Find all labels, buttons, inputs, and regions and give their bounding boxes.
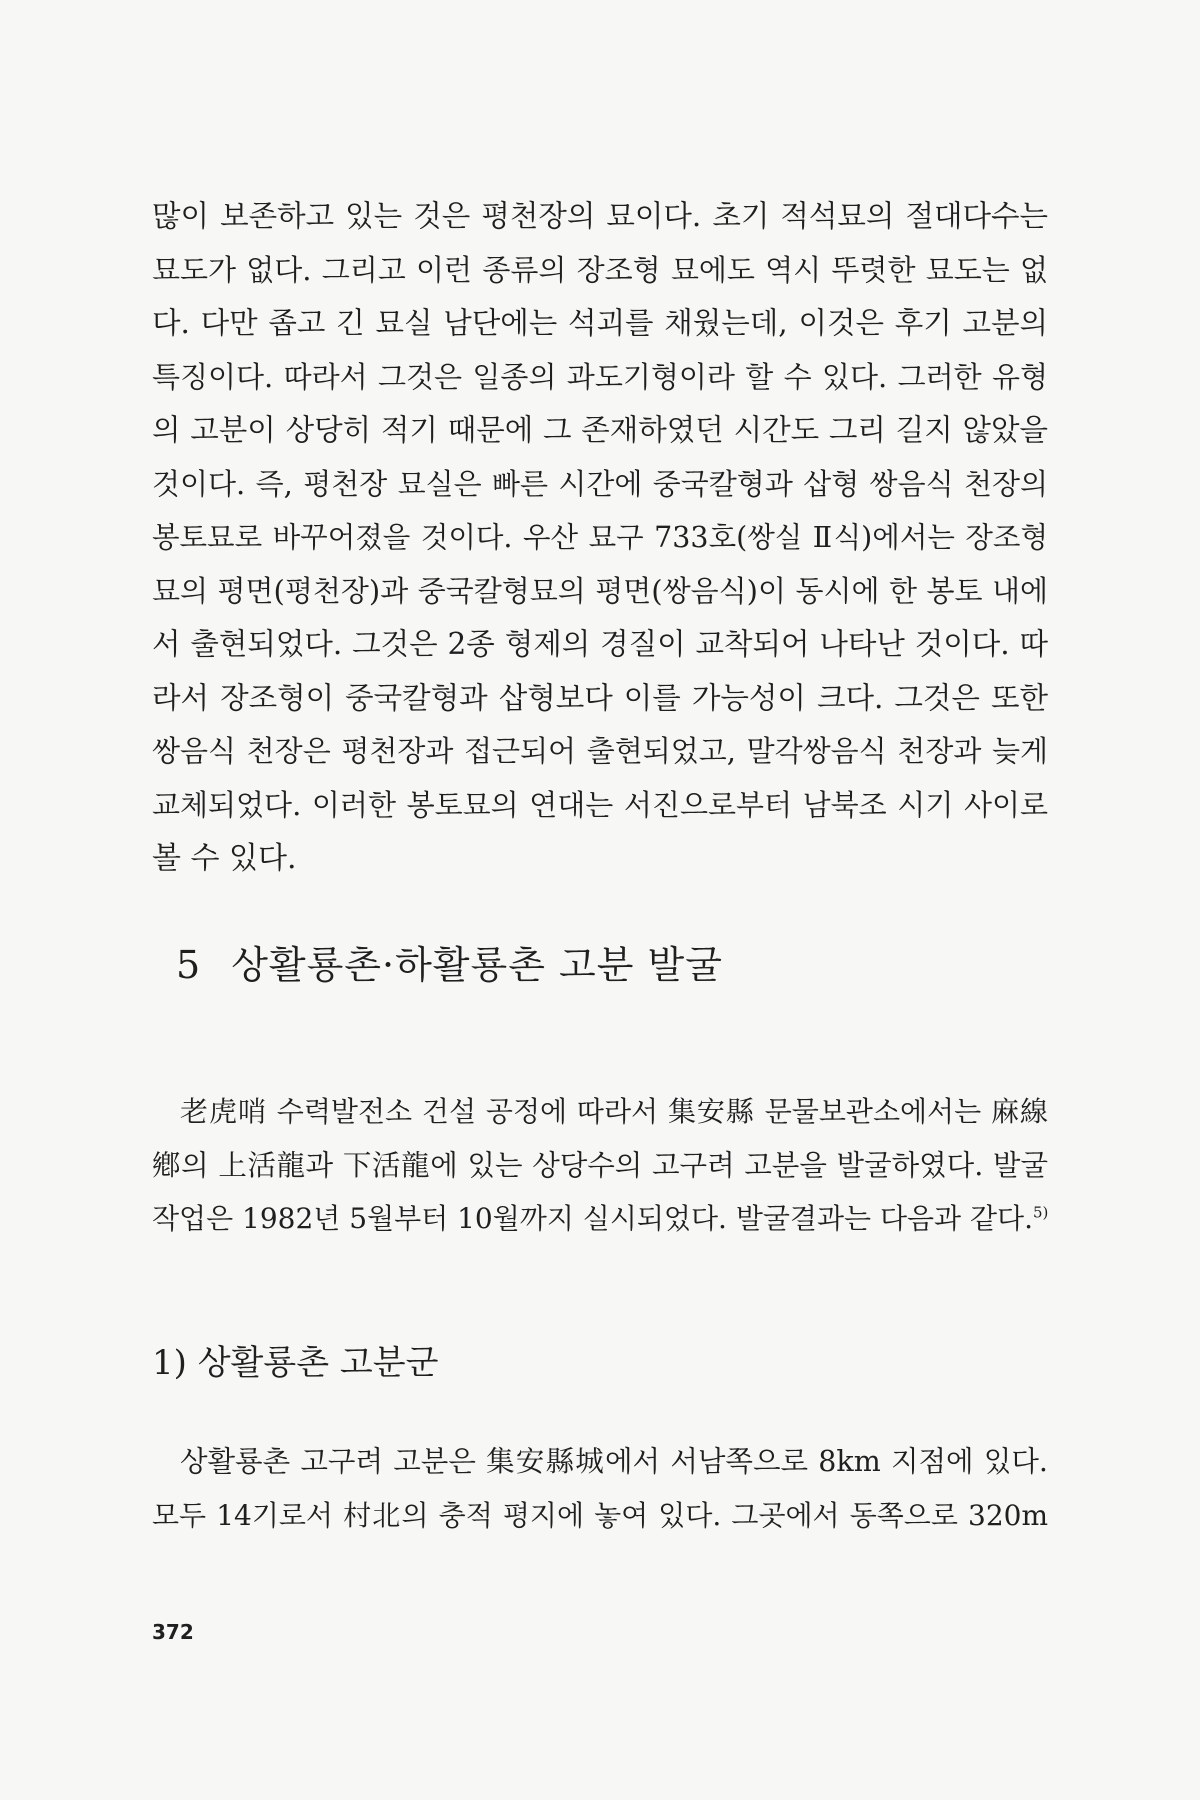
text-line: 라서 장조형이 중국칼형과 삽형보다 이를 가능성이 크다. 그것은 또한 <box>152 680 1048 715</box>
footnote-reference[interactable]: 5) <box>1033 1203 1049 1222</box>
text-line: 것이다. 즉, 평천장 묘실은 빠른 시간에 중국칼형과 삽형 쌍음식 천장의 <box>152 466 1048 501</box>
text-line: 쌍음식 천장은 평천장과 접근되어 출현되었고, 말각쌍음식 천장과 늦게 <box>152 734 1048 768</box>
text-line: 볼 수 있다. <box>152 841 297 876</box>
text-line: 鄕의 上活龍과 下活龍에 있는 상당수의 고구려 고분을 발굴하였다. 발굴 <box>152 1148 1048 1182</box>
body-paragraph-3 <box>152 1435 1048 1542</box>
text-line: 봉토묘로 바꾸어졌을 것이다. 우산 묘구 733호(쌍실 Ⅱ식)에서는 장조형 <box>152 521 1048 554</box>
text-line-with-footnote <box>152 1192 1048 1246</box>
section-heading <box>176 935 723 995</box>
text-line: 老虎哨 수력발전소 건설 공정에 따라서 集安縣 문물보관소에서는 麻線 <box>180 1095 1048 1128</box>
text-line: 특징이다. 따라서 그것은 일종의 과도기형이라 할 수 있다. 그러한 유형 <box>152 359 1048 394</box>
text-line: 교체되었다. 이러한 봉토묘의 연대는 서진으로부터 남북조 시기 사이로 <box>152 787 1048 822</box>
text-line: 의 고분이 상당히 적기 때문에 그 존재하였던 시간도 그리 길지 않았을 <box>152 413 1048 447</box>
text-line: 다. 다만 좁고 긴 묘실 남단에는 석괴를 채웠는데, 이것은 후기 고분의 <box>152 306 1048 340</box>
section-number: 5 <box>176 943 202 987</box>
text-line: 작업은 1982년 5월부터 10월까지 실시되었다. 발굴결과는 다음과 같다. <box>152 1202 1034 1235</box>
subsection-heading: 1) 상활룡촌 고분군 <box>152 1343 439 1383</box>
text-line: 묘도가 없다. 그리고 이런 종류의 장조형 묘에도 역시 뚜렷한 묘도는 없 <box>152 252 1048 287</box>
page-number: 372 <box>152 1620 194 1644</box>
text-line: 서 출현되었다. 그것은 2종 형제의 경질이 교착되어 나타난 것이다. 따 <box>152 627 1048 661</box>
text-line: 모두 14기로서 村北의 충적 평지에 놓여 있다. 그곳에서 동쪽으로 320m <box>152 1498 1048 1532</box>
section-title: 상활룡촌·하활룡촌 고분 발굴 <box>231 943 723 987</box>
text-line: 많이 보존하고 있는 것은 평천장의 묘이다. 초기 적석묘의 절대다수는 <box>152 199 1048 233</box>
text-line: 상활룡촌 고구려 고분은 集安縣城에서 서남쪽으로 8km 지점에 있다. <box>180 1445 1048 1478</box>
text-line: 묘의 평면(평천장)과 중국칼형묘의 평면(쌍음식)이 동시에 한 봉토 내에 <box>152 573 1048 608</box>
body-paragraph-1 <box>152 190 1048 886</box>
body-paragraph-2 <box>152 1085 1048 1246</box>
